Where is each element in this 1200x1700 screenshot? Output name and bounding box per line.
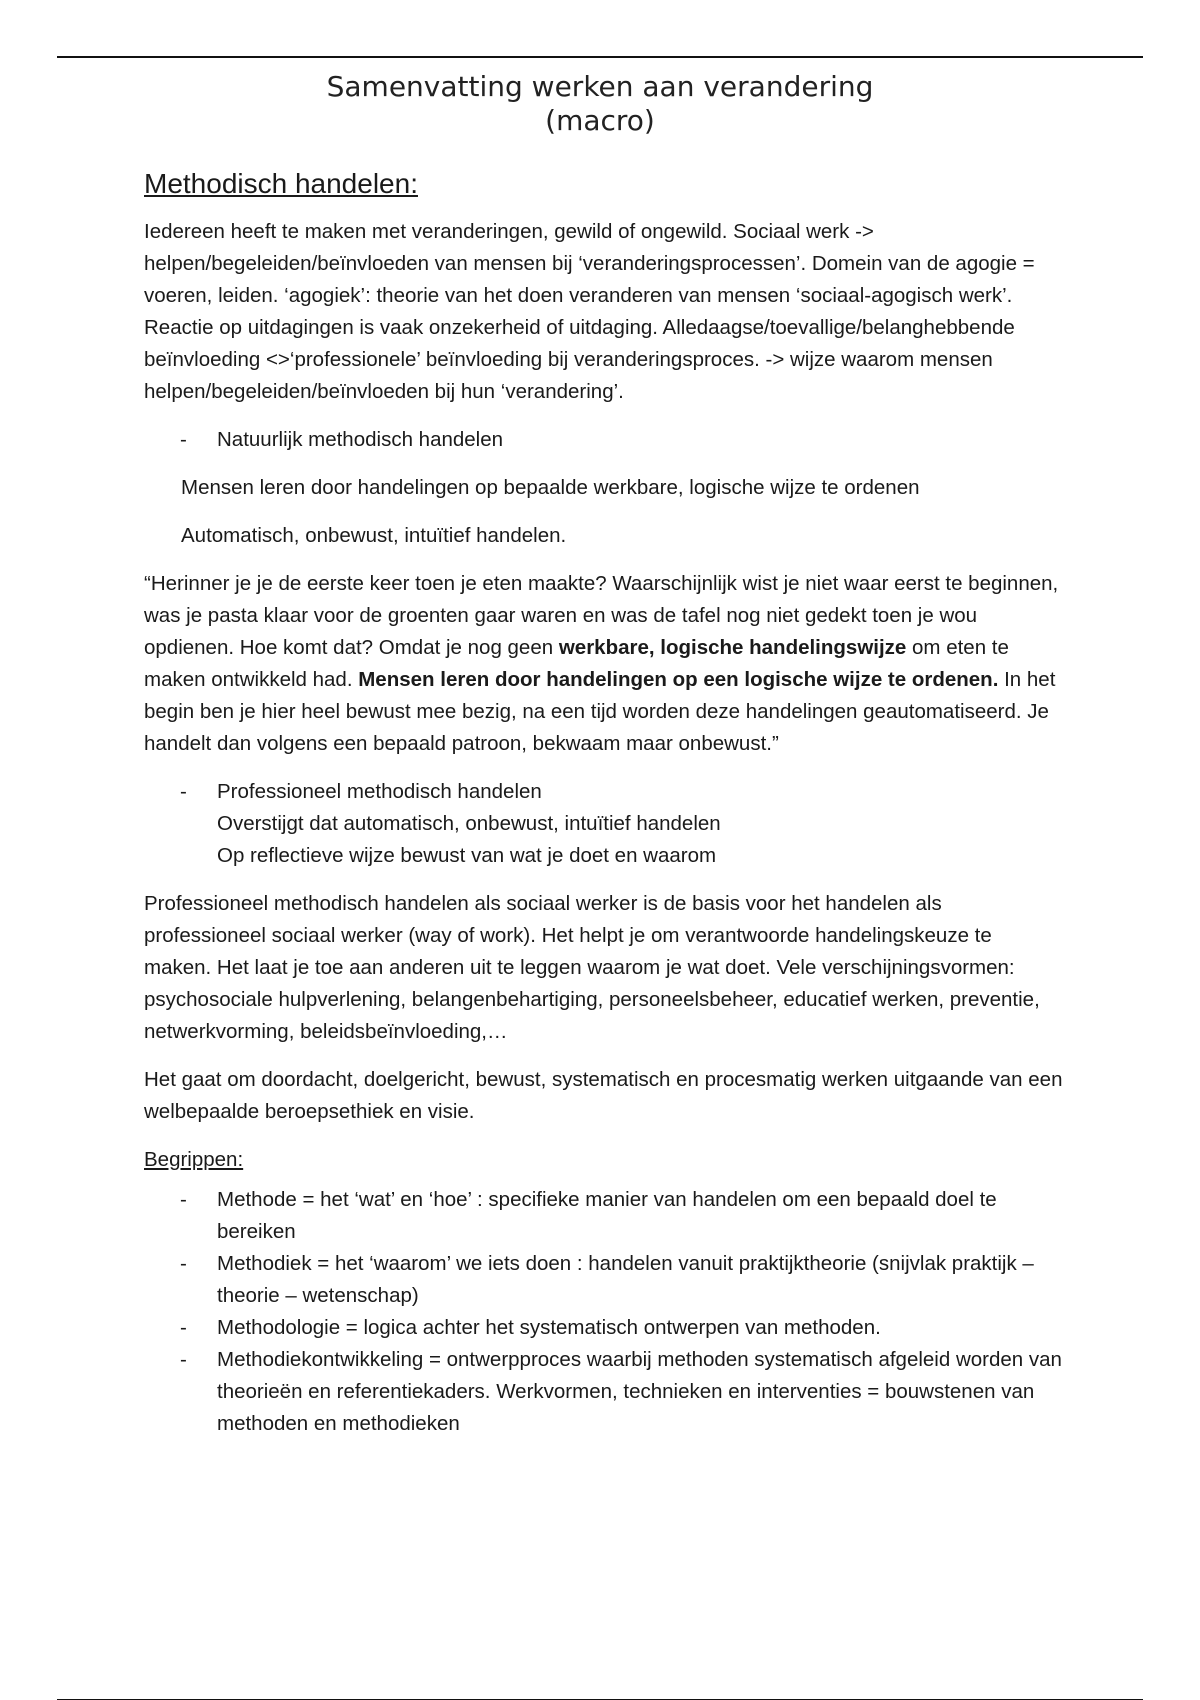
list-item: - Methodologie = logica achter het systematisch ontwerpen van methoden. bbox=[144, 1312, 1064, 1344]
section-heading: Methodisch handelen: bbox=[144, 168, 418, 199]
list-item: - Methodiek = het ‘waarom’ we iets doen : handelen vanuit praktijktheorie (snijvlak praktijk – theorie – wetenschap) bbox=[144, 1248, 1064, 1312]
concepts-list bbox=[144, 1184, 1064, 1440]
quote-part-3: In het begin ben je hier heel bewust mee bezig, na een tijd worden deze handelingen geautomatiseerd. Je handelt dan volgens een bepaald patroon, bekwaam maar onbewust.” bbox=[144, 668, 1056, 755]
goal-paragraph: Het gaat om doordacht, doelgericht, bewust, systematisch en procesmatig werken uitgaande van een welbepaalde beroepsethiek en visie. bbox=[144, 1068, 1063, 1123]
quote-bold-2: Mensen leren door handelingen op een logische wijze te ordenen. bbox=[358, 668, 999, 691]
natural-line-2: Automatisch, onbewust, intuïtief handelen. bbox=[181, 524, 567, 547]
intro-paragraph: Iedereen heeft te maken met veranderingen, gewild of ongewild. Sociaal werk -> helpen/begeleiden/beïnvloeden van mensen bij ‘veranderingsprocessen’. Domein van de agogie = voeren, leiden. ‘agogiek’: theorie van het doen veranderen van mensen ‘sociaal-agogisch werk’. Reactie op uitdagingen is vaak onzekerheid of uitdaging. Alledaagse/toevallige/belanghebbende beïnvloeding <>‘professionele’ beïnvloeding bij veranderingsproces. -> wijze waarom mensen helpen/begeleiden/beïnvloeden bij hun ‘verandering’. bbox=[144, 220, 1035, 403]
top-rule bbox=[57, 56, 1143, 58]
professional-item: - Professioneel methodisch handelen bbox=[217, 780, 542, 803]
professional-list bbox=[144, 776, 1064, 872]
list-item: - Methode = het ‘wat’ en ‘hoe’ : specifieke manier van handelen om een bepaald doel te bereiken bbox=[144, 1184, 1064, 1248]
quote-part-2: om eten te maken ontwikkeld had. bbox=[144, 636, 1009, 691]
professional-line-1: Overstijgt dat automatisch, onbewust, intuïtief handelen bbox=[217, 812, 721, 835]
document-body bbox=[144, 166, 1064, 1456]
natural-line-1: Mensen leren door handelingen op bepaalde werkbare, logische wijze te ordenen bbox=[181, 476, 920, 499]
quote-bold-1: werkbare, logische handelingswijze bbox=[558, 636, 907, 659]
list-item: - Natuurlijk methodisch handelen bbox=[144, 424, 1064, 456]
concepts-heading: Begrippen: bbox=[144, 1148, 244, 1171]
professional-line-2: Op reflectieve wijze bewust van wat je doet en waarom bbox=[217, 844, 717, 867]
list-item bbox=[144, 776, 1064, 872]
title-line-1: Samenvatting werken aan verandering bbox=[326, 70, 874, 103]
list-item: - Methodiekontwikkeling = ontwerpproces waarbij methoden systematisch afgeleid worden van theorieën en referentiekaders. Werkvormen, technieken en interventies = bouwstenen van methoden en methodieken bbox=[144, 1344, 1064, 1440]
document-title bbox=[0, 70, 1200, 138]
professional-paragraph: Professioneel methodisch handelen als sociaal werker is de basis voor het handelen als professioneel sociaal werker (way of work). Het helpt je om verantwoorde handelingskeuze te maken. Het laat je toe aan anderen uit te leggen waarom je wat doet. Vele verschijningsvormen: psychosociale hulpverlening, belangenbehartiging, personeelsbeheer, educatief werken, preventie, netwerkvorming, beleidsbeïnvloeding,… bbox=[144, 892, 1040, 1043]
title-line-2: (macro) bbox=[545, 104, 655, 137]
natural-list bbox=[144, 424, 1064, 456]
quote-part-1: “Herinner je je de eerste keer toen je eten maakte? Waarschijnlijk wist je niet waar eerst te beginnen, was je pasta klaar voor de groenten gaar waren en was de tafel nog niet gedekt toen je wou opdienen. Hoe komt dat? Omdat je nog geen bbox=[144, 572, 1059, 659]
quote-paragraph bbox=[144, 568, 1064, 760]
